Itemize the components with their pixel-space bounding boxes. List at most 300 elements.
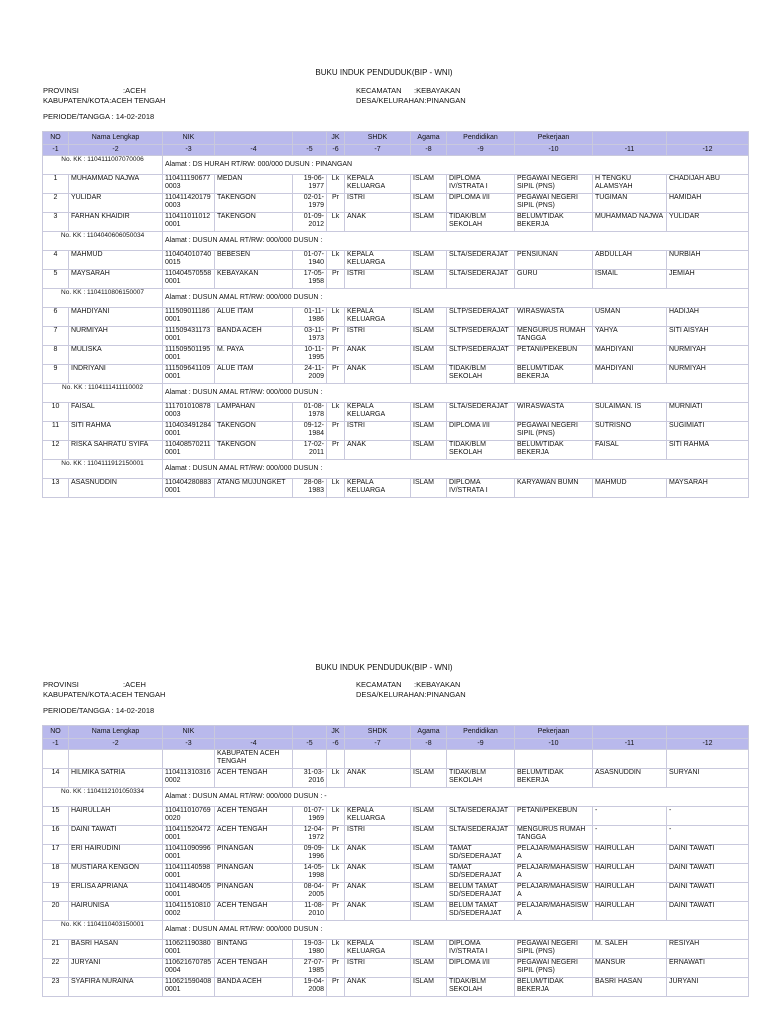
family-relation: ANAK <box>345 346 411 365</box>
full-name: MULISKA <box>69 346 163 365</box>
resident-row <box>43 959 749 978</box>
birthplace: TAKENGON <box>215 194 293 213</box>
full-name: HILMIKA SATRIA <box>69 769 163 788</box>
occupation: PELAJAR/MAHASISWA <box>515 883 593 902</box>
birthplace: PINANGAN <box>215 845 293 864</box>
occupation: MENGURUS RUMAH TANGGA <box>515 327 593 346</box>
birthplace: TAKENGON <box>215 441 293 460</box>
occupation: PELAJAR/MAHASISWA <box>515 902 593 921</box>
gender: Pr <box>327 826 345 845</box>
gender: Lk <box>327 213 345 232</box>
gender: Pr <box>327 422 345 441</box>
gender: Lk <box>327 479 345 498</box>
education: BELUM TAMAT SD/SEDERAJAT <box>447 902 515 921</box>
education: TIDAK/BLM SEKOLAH <box>447 441 515 460</box>
birthdate: 01-07-1940 <box>293 251 327 270</box>
family-relation: ANAK <box>345 883 411 902</box>
family-address: Alamat : DUSUN AMAL RT/RW: 000/000 DUSUN : <box>163 289 749 308</box>
column-number: -12 <box>667 739 749 750</box>
family-address: Alamat : DUSUN AMAL RT/RW: 000/000 DUSUN : <box>163 460 749 479</box>
row-number: 12 <box>43 441 69 460</box>
column-header <box>293 726 327 739</box>
gender: Pr <box>327 441 345 460</box>
nik: 1104034912840001 <box>163 422 215 441</box>
provinsi-label: PROVINSI <box>43 86 79 95</box>
birthdate: 08-04-2005 <box>293 883 327 902</box>
religion: ISLAM <box>411 270 447 289</box>
birthdate: 24-11-2009 <box>293 365 327 384</box>
column-header <box>667 726 749 739</box>
full-name: YULIDAR <box>69 194 163 213</box>
gender: Pr <box>327 194 345 213</box>
father-name: SUTRISNO <box>593 422 667 441</box>
birthplace: ALUE ITAM <box>215 308 293 327</box>
kabupaten-label: KABUPATEN/KOTA <box>43 96 110 105</box>
father-name: SULAIMAN. IS <box>593 403 667 422</box>
occupation: KARYAWAN BUMN <box>515 479 593 498</box>
education: TAMAT SD/SEDERAJAT <box>447 864 515 883</box>
column-header: Agama <box>411 726 447 739</box>
full-name: MUHAMMAD NAJWA <box>69 175 163 194</box>
religion: ISLAM <box>411 826 447 845</box>
resident-row <box>43 270 749 289</box>
column-number: -8 <box>411 739 447 750</box>
family-card-number: No. KK : 1104111411110002 <box>43 384 163 403</box>
education: TAMAT SD/SEDERAJAT <box>447 845 515 864</box>
resident-row <box>43 213 749 232</box>
nik: 1106211903800001 <box>163 940 215 959</box>
education: SLTA/SEDERAJAT <box>447 826 515 845</box>
nik: 1115095011950001 <box>163 346 215 365</box>
birthdate: 17-02-2011 <box>293 441 327 460</box>
resident-row <box>43 826 749 845</box>
register-table <box>42 131 749 498</box>
column-header: JK <box>327 726 345 739</box>
religion: ISLAM <box>411 251 447 270</box>
column-header: NIK <box>163 132 215 145</box>
education <box>447 750 515 769</box>
column-header: Pendidikan <box>447 132 515 145</box>
column-number: -6 <box>327 739 345 750</box>
birthplace: ACEH TENGAH <box>215 807 293 826</box>
row-number: 13 <box>43 479 69 498</box>
row-number: 23 <box>43 978 69 997</box>
mother-name: - <box>667 807 749 826</box>
mother-name: DAINI TAWATI <box>667 883 749 902</box>
resident-row <box>43 807 749 826</box>
birthplace: M. PAYA <box>215 346 293 365</box>
resident-row <box>43 769 749 788</box>
religion: ISLAM <box>411 403 447 422</box>
education: SLTA/SEDERAJAT <box>447 270 515 289</box>
father-name: - <box>593 807 667 826</box>
kabupaten-value: :ACEH TENGAH <box>109 96 166 105</box>
row-number: 1 <box>43 175 69 194</box>
family-card-number: No. KK : 1104110403150001 <box>43 921 163 940</box>
row-number: 17 <box>43 845 69 864</box>
gender: Lk <box>327 175 345 194</box>
religion: ISLAM <box>411 479 447 498</box>
nik: 1104114201790003 <box>163 194 215 213</box>
column-header-row <box>43 132 749 145</box>
gender: Lk <box>327 807 345 826</box>
column-number: -1 <box>43 145 69 156</box>
mother-name: NURMIYAH <box>667 365 749 384</box>
column-number: -5 <box>293 739 327 750</box>
nik: 1104045705580001 <box>163 270 215 289</box>
row-number <box>43 750 69 769</box>
family-relation: ANAK <box>345 978 411 997</box>
religion: ISLAM <box>411 422 447 441</box>
column-number: -2 <box>69 145 163 156</box>
father-name: HAIRULLAH <box>593 902 667 921</box>
family-card-row <box>43 289 749 308</box>
column-number: -9 <box>447 739 515 750</box>
row-number: 4 <box>43 251 69 270</box>
column-header: SHDK <box>345 726 411 739</box>
religion: ISLAM <box>411 327 447 346</box>
family-relation: KEPALA KELUARGA <box>345 251 411 270</box>
full-name: FARHAN KHAIDIR <box>69 213 163 232</box>
full-name: BASRI HASAN <box>69 940 163 959</box>
mother-name: SITI AISYAH <box>667 327 749 346</box>
mother-name: - <box>667 826 749 845</box>
birthdate: 01-08-1978 <box>293 403 327 422</box>
mother-name: DAINI TAWATI <box>667 902 749 921</box>
father-name: ASASNUDDIN <box>593 769 667 788</box>
occupation: BELUM/TIDAK BEKERJA <box>515 769 593 788</box>
nik: 1115094311730001 <box>163 327 215 346</box>
birthdate: 01-11-1986 <box>293 308 327 327</box>
father-name: - <box>593 826 667 845</box>
father-name: YAHYA <box>593 327 667 346</box>
occupation: PELAJAR/MAHASISWA <box>515 864 593 883</box>
row-number: 14 <box>43 769 69 788</box>
birthplace: ALUE ITAM <box>215 365 293 384</box>
family-address: Alamat : DUSUN AMAL RT/RW: 000/000 DUSUN : <box>163 384 749 403</box>
gender: Pr <box>327 346 345 365</box>
family-relation: ISTRI <box>345 194 411 213</box>
father-name: USMAN <box>593 308 667 327</box>
family-address: Alamat : DUSUN AMAL RT/RW: 000/000 DUSUN : <box>163 921 749 940</box>
mother-name: DAINI TAWATI <box>667 864 749 883</box>
father-name: TUGIMAN <box>593 194 667 213</box>
provinsi-label: PROVINSI <box>43 680 79 689</box>
column-number: -3 <box>163 145 215 156</box>
resident-row <box>43 365 749 384</box>
resident-row <box>43 308 749 327</box>
full-name: MAYSARAH <box>69 270 163 289</box>
religion: ISLAM <box>411 807 447 826</box>
resident-row <box>43 902 749 921</box>
kabupaten-line <box>43 96 165 106</box>
birthdate: 19-04-2008 <box>293 978 327 997</box>
full-name: MAHDIYANI <box>69 308 163 327</box>
resident-row <box>43 479 749 498</box>
occupation: PEGAWAI NEGERI SIPIL (PNS) <box>515 422 593 441</box>
column-header <box>293 132 327 145</box>
father-name: BASRI HASAN <box>593 978 667 997</box>
kabupaten-line <box>43 690 165 700</box>
birthplace: KABUPATEN ACEH TENGAH <box>215 750 293 769</box>
full-name: MUSTIARA KENGON <box>69 864 163 883</box>
full-name: INDRIYANI <box>69 365 163 384</box>
occupation: PETANI/PEKEBUN <box>515 807 593 826</box>
row-number: 6 <box>43 308 69 327</box>
resident-row <box>43 750 749 769</box>
nik: 1117010108780003 <box>163 403 215 422</box>
father-name: HAIRULLAH <box>593 883 667 902</box>
mother-name: MURNIATI <box>667 403 749 422</box>
birthplace: ACEH TENGAH <box>215 826 293 845</box>
column-number: -12 <box>667 145 749 156</box>
kecamatan-label: KECAMATAN <box>356 680 402 689</box>
full-name: HAIRULLAH <box>69 807 163 826</box>
mother-name: NURBIAH <box>667 251 749 270</box>
family-relation: KEPALA KELUARGA <box>345 308 411 327</box>
family-relation <box>345 750 411 769</box>
gender: Pr <box>327 883 345 902</box>
occupation: MENGURUS RUMAH TANGGA <box>515 826 593 845</box>
column-header: SHDK <box>345 132 411 145</box>
father-name: HAIRULLAH <box>593 845 667 864</box>
row-number: 18 <box>43 864 69 883</box>
desa-line <box>356 96 466 106</box>
family-relation: ANAK <box>345 441 411 460</box>
birthplace: TAKENGON <box>215 213 293 232</box>
family-card-number: No. KK : 1104110806150007 <box>43 289 163 308</box>
family-address: Alamat : DS HURAH RT/RW: 000/000 DUSUN : PINANGAN <box>163 156 749 175</box>
occupation: BELUM/TIDAK BEKERJA <box>515 441 593 460</box>
row-number: 10 <box>43 403 69 422</box>
mother-name: RESIYAH <box>667 940 749 959</box>
occupation: BELUM/TIDAK BEKERJA <box>515 365 593 384</box>
birthplace: BANDA ACEH <box>215 978 293 997</box>
provinsi-value: :ACEH <box>123 680 146 689</box>
father-name: FAISAL <box>593 441 667 460</box>
row-number: 16 <box>43 826 69 845</box>
religion: ISLAM <box>411 902 447 921</box>
column-number: -7 <box>345 145 411 156</box>
full-name: HAIRUNISA <box>69 902 163 921</box>
row-number: 8 <box>43 346 69 365</box>
birthplace: PINANGAN <box>215 883 293 902</box>
father-name: MUHAMMAD NAJWA <box>593 213 667 232</box>
religion <box>411 750 447 769</box>
periode-line: PERIODE/TANGGA : 14-02-2018 <box>43 706 155 715</box>
birthdate: 31-03-2016 <box>293 769 327 788</box>
full-name: ASASNUDDIN <box>69 479 163 498</box>
full-name: DAINI TAWATI <box>69 826 163 845</box>
religion: ISLAM <box>411 194 447 213</box>
resident-row <box>43 883 749 902</box>
nik: 1106216707850004 <box>163 959 215 978</box>
religion: ISLAM <box>411 308 447 327</box>
mother-name: SITI RAHMA <box>667 441 749 460</box>
mother-name: NURMIYAH <box>667 346 749 365</box>
kabupaten-label: KABUPATEN/KOTA <box>43 690 110 699</box>
mother-name: JURYANI <box>667 978 749 997</box>
nik: 1115090111860001 <box>163 308 215 327</box>
family-address: Alamat : DUSUN AMAL RT/RW: 000/000 DUSUN : <box>163 232 749 251</box>
nik: 1104115108100002 <box>163 902 215 921</box>
birthdate: 09-12-1984 <box>293 422 327 441</box>
education: DIPLOMA IV/STRATA I <box>447 940 515 959</box>
gender: Pr <box>327 270 345 289</box>
birthplace: ACEH TENGAH <box>215 902 293 921</box>
row-number: 5 <box>43 270 69 289</box>
row-number: 9 <box>43 365 69 384</box>
occupation: WIRASWASTA <box>515 403 593 422</box>
gender: Pr <box>327 365 345 384</box>
column-number: -1 <box>43 739 69 750</box>
birthdate: 19-03-1980 <box>293 940 327 959</box>
column-number: -11 <box>593 145 667 156</box>
row-number: 3 <box>43 213 69 232</box>
resident-row <box>43 194 749 213</box>
mother-name: CHADIJAH ABU <box>667 175 749 194</box>
religion: ISLAM <box>411 978 447 997</box>
birthplace: TAKENGON <box>215 422 293 441</box>
family-relation: KEPALA KELUARGA <box>345 940 411 959</box>
family-card-row <box>43 921 749 940</box>
column-number: -11 <box>593 739 667 750</box>
column-number: -4 <box>215 739 293 750</box>
birthplace: PINANGAN <box>215 864 293 883</box>
mother-name: HADIJAH <box>667 308 749 327</box>
occupation: BELUM/TIDAK BEKERJA <box>515 213 593 232</box>
column-number: -8 <box>411 145 447 156</box>
birthdate: 14-05-1998 <box>293 864 327 883</box>
occupation <box>515 750 593 769</box>
full-name: RISKA SAHRATU SYIFA <box>69 441 163 460</box>
kecamatan-line <box>356 680 460 690</box>
father-name: MANSUR <box>593 959 667 978</box>
resident-row <box>43 175 749 194</box>
gender: Pr <box>327 327 345 346</box>
resident-row <box>43 864 749 883</box>
column-number: -4 <box>215 145 293 156</box>
gender: Lk <box>327 769 345 788</box>
periode-line: PERIODE/TANGGA : 14-02-2018 <box>43 112 155 121</box>
family-relation: ANAK <box>345 902 411 921</box>
religion: ISLAM <box>411 864 447 883</box>
mother-name: YULIDAR <box>667 213 749 232</box>
column-header: NIK <box>163 726 215 739</box>
column-header <box>593 726 667 739</box>
desa-value: :PINANGAN <box>424 96 466 105</box>
family-relation: ISTRI <box>345 959 411 978</box>
desa-line <box>356 690 466 700</box>
family-address: Alamat : DUSUN AMAL RT/RW: 000/000 DUSUN : - <box>163 788 749 807</box>
page-title: BUKU INDUK PENDUDUK(BIP - WNI) <box>315 663 453 672</box>
nik: 1104115204720001 <box>163 826 215 845</box>
education: SLTP/SEDERAJAT <box>447 346 515 365</box>
birthdate: 09-09-1996 <box>293 845 327 864</box>
family-card-number: No. KK : 1104111007070006 <box>43 156 163 175</box>
family-card-row <box>43 384 749 403</box>
gender: Lk <box>327 251 345 270</box>
education: DIPLOMA I/II <box>447 422 515 441</box>
occupation: WIRASWASTA <box>515 308 593 327</box>
family-card-number: No. KK : 1104040606050034 <box>43 232 163 251</box>
full-name: MAHMUD <box>69 251 163 270</box>
resident-row <box>43 403 749 422</box>
column-header: Pekerjaan <box>515 726 593 739</box>
birthdate: 01-07-1969 <box>293 807 327 826</box>
row-number: 20 <box>43 902 69 921</box>
education: SLTP/SEDERAJAT <box>447 308 515 327</box>
column-number-row <box>43 739 749 750</box>
religion: ISLAM <box>411 365 447 384</box>
full-name: NURMIYAH <box>69 327 163 346</box>
birthplace: BANDA ACEH <box>215 327 293 346</box>
family-relation: ISTRI <box>345 826 411 845</box>
education: TIDAK/BLM SEKOLAH <box>447 213 515 232</box>
row-number: 11 <box>43 422 69 441</box>
education: SLTA/SEDERAJAT <box>447 807 515 826</box>
occupation: PENSIUNAN <box>515 251 593 270</box>
mother-name: SURYANI <box>667 769 749 788</box>
religion: ISLAM <box>411 441 447 460</box>
nik: 1104113103160002 <box>163 769 215 788</box>
family-relation: ANAK <box>345 213 411 232</box>
column-header: Pendidikan <box>447 726 515 739</box>
column-number: -7 <box>345 739 411 750</box>
full-name <box>69 750 163 769</box>
nik: 1115096411090001 <box>163 365 215 384</box>
resident-row <box>43 940 749 959</box>
birthplace: LAMPAHAN <box>215 403 293 422</box>
birthdate: 19-06-1977 <box>293 175 327 194</box>
column-header: NO <box>43 726 69 739</box>
provinsi-line <box>43 680 146 690</box>
family-relation: KEPALA KELUARGA <box>345 807 411 826</box>
religion: ISLAM <box>411 959 447 978</box>
column-header <box>593 132 667 145</box>
full-name: ERLISA APRIANA <box>69 883 163 902</box>
column-number: -3 <box>163 739 215 750</box>
religion: ISLAM <box>411 769 447 788</box>
father-name: M. SALEH <box>593 940 667 959</box>
birthdate: 01-09-2012 <box>293 213 327 232</box>
religion: ISLAM <box>411 845 447 864</box>
birthdate: 03-11-1973 <box>293 327 327 346</box>
nik: 1104110107690020 <box>163 807 215 826</box>
column-header: Agama <box>411 132 447 145</box>
education: DIPLOMA IV/STRATA I <box>447 479 515 498</box>
education: BELUM TAMAT SD/SEDERAJAT <box>447 883 515 902</box>
nik: 1104085702110001 <box>163 441 215 460</box>
column-number: -2 <box>69 739 163 750</box>
mother-name: ERNAWATI <box>667 959 749 978</box>
gender: Lk <box>327 940 345 959</box>
religion: ISLAM <box>411 883 447 902</box>
education: TIDAK/BLM SEKOLAH <box>447 769 515 788</box>
full-name: SITI RAHMA <box>69 422 163 441</box>
family-relation: ISTRI <box>345 422 411 441</box>
column-header-row <box>43 726 749 739</box>
family-card-number: No. KK : 1104112101050334 <box>43 788 163 807</box>
father-name: HAIRULLAH <box>593 864 667 883</box>
education: DIPLOMA IV/STRATA I <box>447 175 515 194</box>
nik <box>163 750 215 769</box>
column-number: -10 <box>515 145 593 156</box>
occupation: GURU <box>515 270 593 289</box>
birthplace: BEBESEN <box>215 251 293 270</box>
mother-name: HAMIDAH <box>667 194 749 213</box>
kecamatan-label: KECAMATAN <box>356 86 402 95</box>
